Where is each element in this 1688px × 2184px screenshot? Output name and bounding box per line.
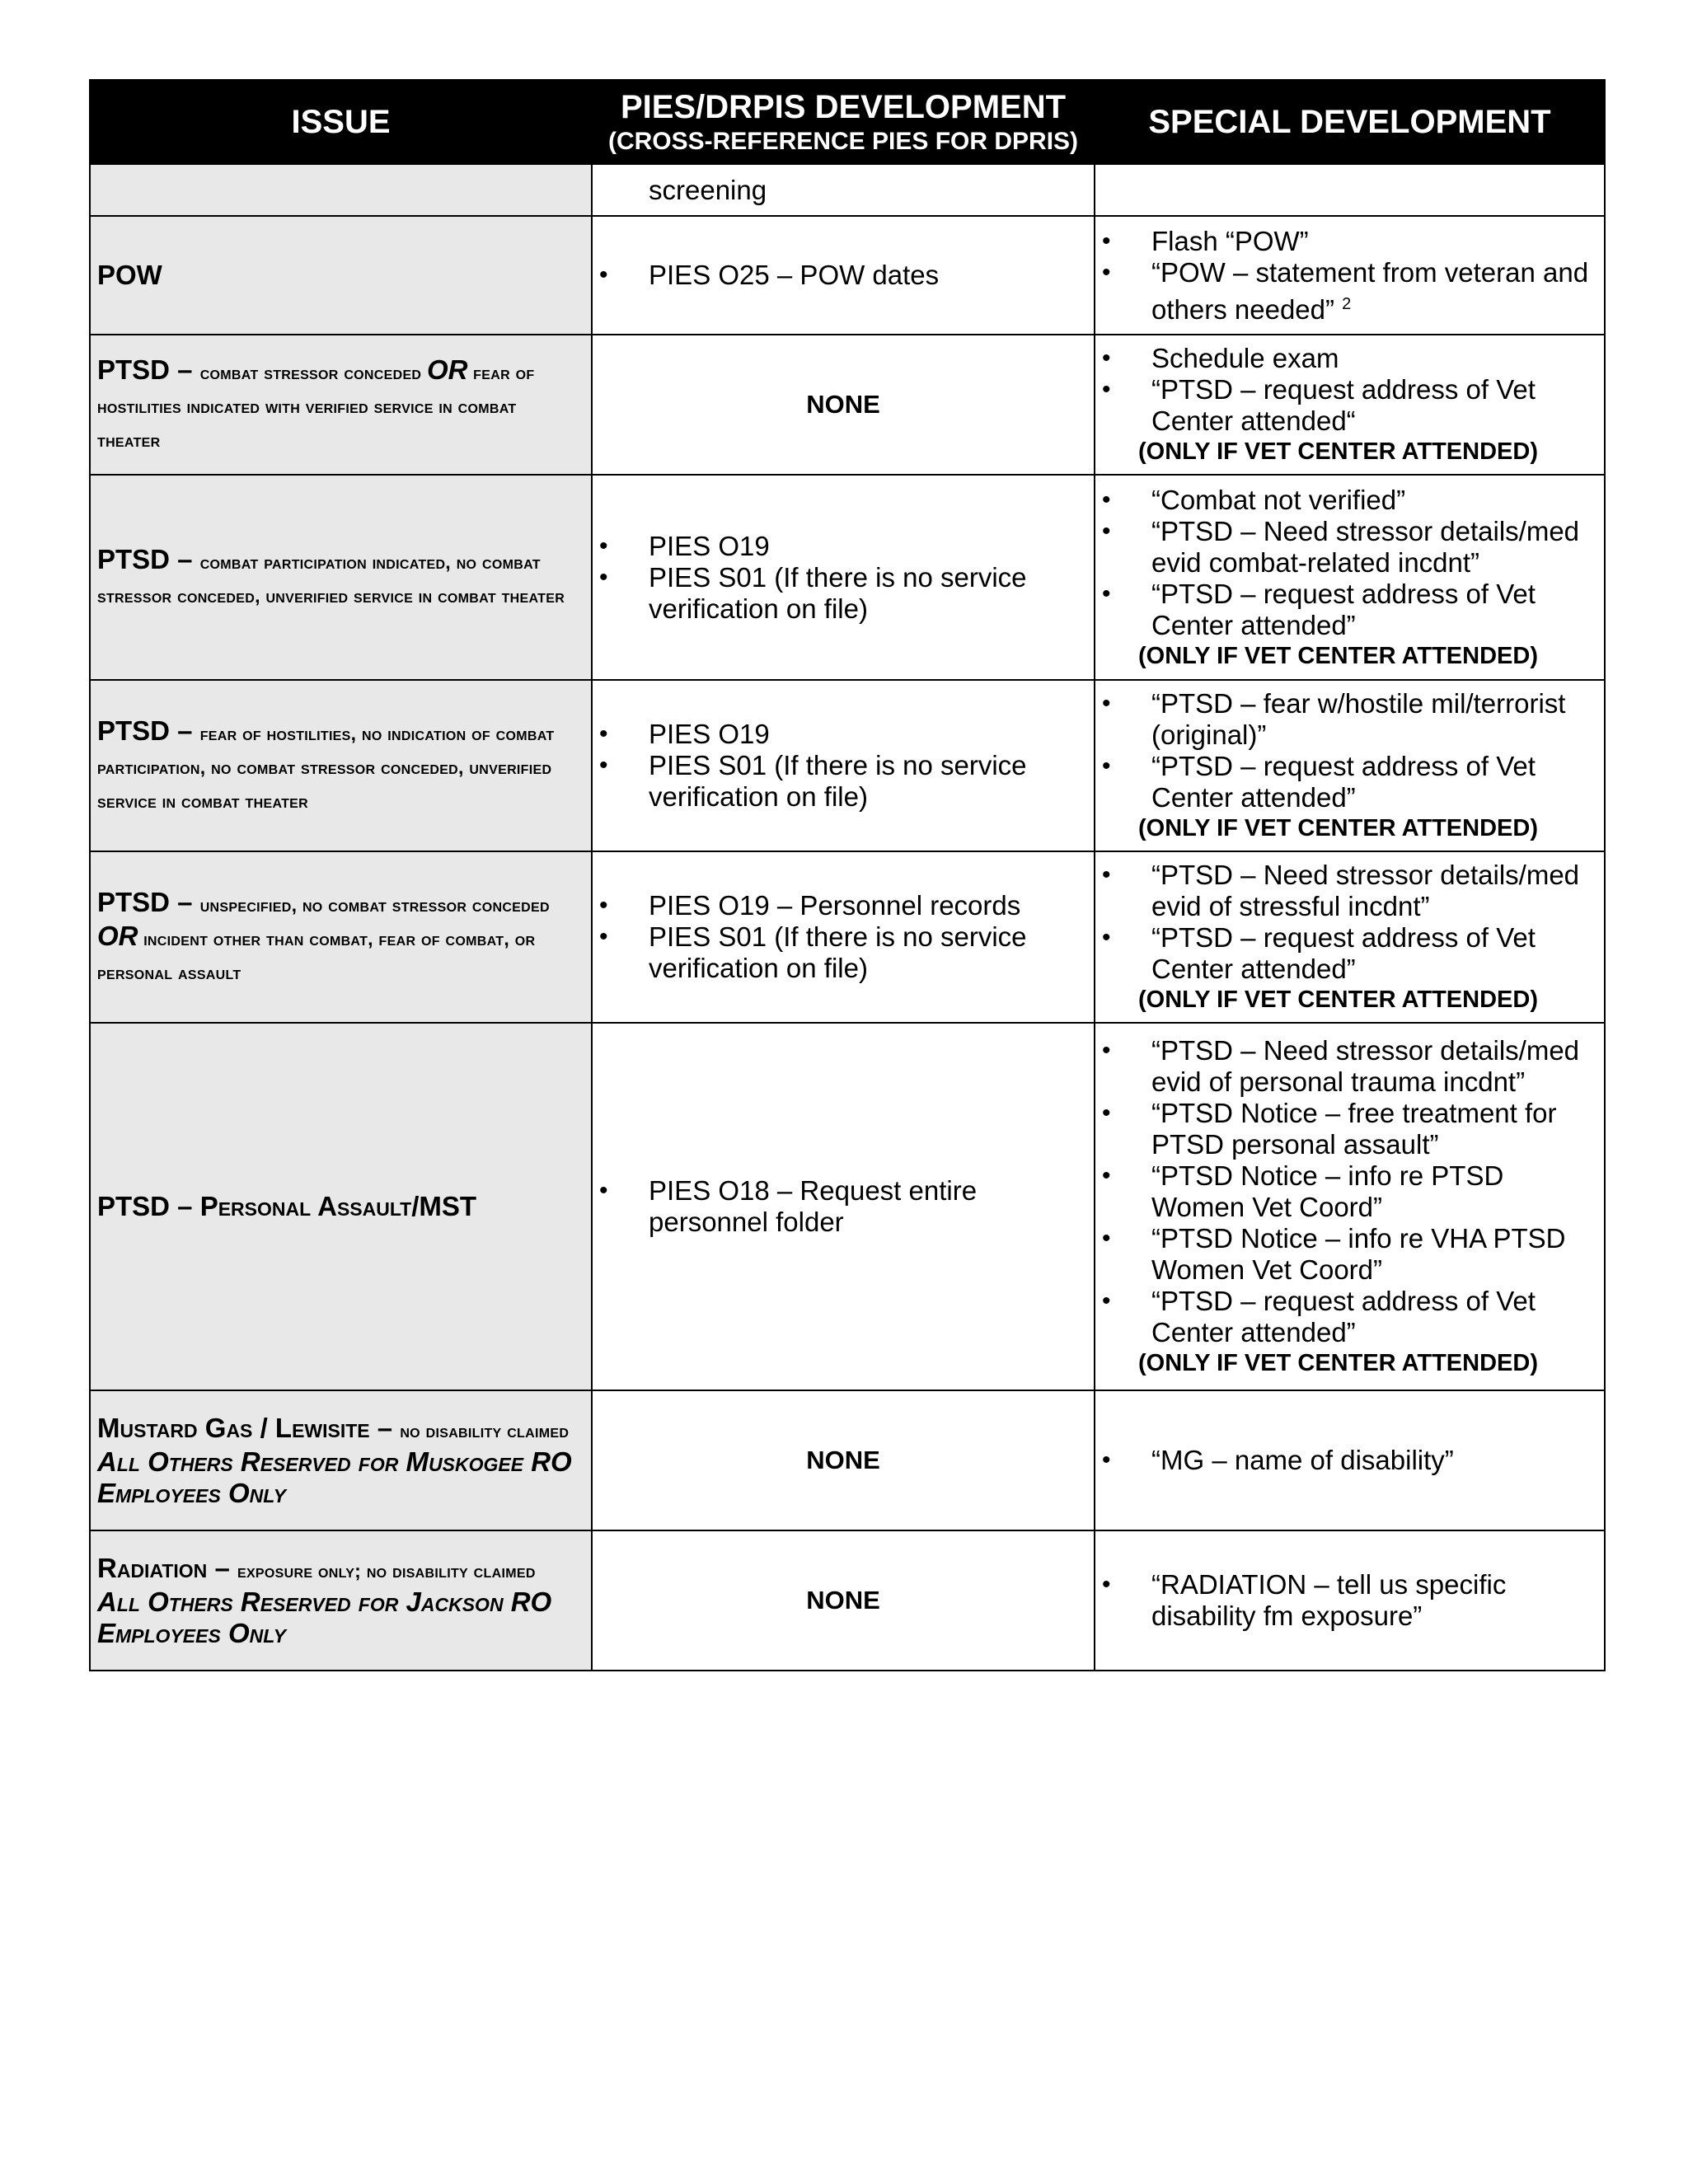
issue-cell: POW bbox=[90, 216, 592, 335]
list-item: • Flash “POW” bbox=[1095, 226, 1604, 257]
list-item: • “PTSD – fear w/hostile mil/terrorist (original)” bbox=[1095, 688, 1604, 751]
list-item: • PIES S01 (If there is no service verification on file) bbox=[593, 921, 1094, 984]
vet-center-note: (ONLY IF VET CENTER ATTENDED) bbox=[1138, 815, 1538, 841]
list-item: • “PTSD Notice – info re VHA PTSD Women Vet Coord” bbox=[1095, 1223, 1604, 1286]
special-cell bbox=[1095, 216, 1605, 335]
list-item: • PIES O18 – Request entire personnel folder bbox=[593, 1175, 1094, 1238]
special-cell bbox=[1095, 335, 1605, 475]
list-item: • “PTSD – Need stressor details/med evid of stressful incdnt” bbox=[1095, 860, 1604, 922]
header-special: SPECIAL DEVELOPMENT bbox=[1095, 80, 1605, 164]
pies-cell bbox=[592, 216, 1095, 335]
issue-cell: Radiation – exposure only; no disability claimed All Others Reserved for Jackson RO Employees Only bbox=[90, 1530, 592, 1671]
header-pies-subtitle: (CROSS-REFERENCE PIES FOR DPRIS) bbox=[607, 127, 1079, 155]
special-cell bbox=[1095, 1530, 1605, 1671]
list-item: • PIES O19 bbox=[593, 719, 1094, 750]
list-item: • “PTSD – request address of Vet Center attended” bbox=[1095, 579, 1604, 641]
special-cell bbox=[1095, 851, 1605, 1023]
pies-cell bbox=[592, 680, 1095, 851]
list-item: • PIES O19 bbox=[593, 531, 1094, 562]
header-pies bbox=[592, 80, 1095, 164]
pies-cell: screening bbox=[592, 164, 1095, 216]
table-row-pow bbox=[90, 216, 1605, 335]
table-row-ptsd-fear-hostilities bbox=[90, 680, 1605, 851]
issue-cell: PTSD – fear of hostilities, no indication of combat participation, no combat stressor conceded, unverified service in combat theater bbox=[90, 680, 592, 851]
table-row-ptsd-combat-conceded bbox=[90, 335, 1605, 475]
list-item: • “PTSD – request address of Vet Center attended” bbox=[1095, 1286, 1604, 1348]
list-item: • PIES S01 (If there is no service verification on file) bbox=[593, 562, 1094, 625]
list-item: • “PTSD – request address of Vet Center attended“ bbox=[1095, 374, 1604, 437]
list-item: • “MG – name of disability” bbox=[1095, 1445, 1604, 1476]
table-row-mustard-gas bbox=[90, 1390, 1605, 1530]
list-item: • “Combat not verified” bbox=[1095, 485, 1604, 516]
footnote-marker: 2 bbox=[1342, 294, 1352, 313]
pies-cell bbox=[592, 475, 1095, 680]
list-item: • “PTSD – Need stressor details/med evid combat-related incdnt” bbox=[1095, 516, 1604, 579]
list-item: • PIES O19 – Personnel records bbox=[593, 890, 1094, 921]
table-row-ptsd-personal-assault bbox=[90, 1023, 1605, 1390]
list-item: • PIES S01 (If there is no service verification on file) bbox=[593, 750, 1094, 813]
pies-cell bbox=[592, 851, 1095, 1023]
special-cell bbox=[1095, 1390, 1605, 1530]
list-item: • “PTSD – Need stressor details/med evid of personal trauma incdnt” bbox=[1095, 1035, 1604, 1098]
issue-cell: PTSD – combat stressor conceded OR fear of hostilities indicated with verified service in combat theater bbox=[90, 335, 592, 475]
issue-cell: PTSD – combat participation indicated, no combat stressor conceded, unverified service in combat theater bbox=[90, 475, 592, 680]
special-cell bbox=[1095, 680, 1605, 851]
table-row-continuation bbox=[90, 164, 1605, 216]
vet-center-note: (ONLY IF VET CENTER ATTENDED) bbox=[1138, 987, 1538, 1013]
vet-center-note: (ONLY IF VET CENTER ATTENDED) bbox=[1138, 642, 1538, 669]
vet-center-note: (ONLY IF VET CENTER ATTENDED) bbox=[1138, 438, 1538, 465]
pies-cell: NONE bbox=[592, 1530, 1095, 1671]
issue-cell: Mustard Gas / Lewisite – no disability claimed All Others Reserved for Muskogee RO Employees Only bbox=[90, 1390, 592, 1530]
special-cell bbox=[1095, 164, 1605, 216]
list-item: • PIES O25 – POW dates bbox=[593, 260, 1094, 291]
table-row-radiation bbox=[90, 1530, 1605, 1671]
list-item: • “PTSD – request address of Vet Center attended” bbox=[1095, 751, 1604, 813]
list-item: • “RADIATION – tell us specific disability fm exposure” bbox=[1095, 1569, 1604, 1632]
issue-cell bbox=[90, 164, 592, 216]
list-item: • “PTSD – request address of Vet Center attended” bbox=[1095, 922, 1604, 985]
pies-cell bbox=[592, 1023, 1095, 1390]
list-item: • “POW – statement from veteran and others needed” $^2$ bbox=[1095, 257, 1604, 326]
header-row bbox=[90, 80, 1605, 164]
issue-cell: PTSD – unspecified, no combat stressor conceded OR incident other than combat, fear of combat, or personal assault bbox=[90, 851, 592, 1023]
header-issue: ISSUE bbox=[90, 80, 592, 164]
issue-cell: PTSD – Personal Assault/MST bbox=[90, 1023, 592, 1390]
special-cell bbox=[1095, 475, 1605, 680]
list-item: • “PTSD Notice – free treatment for PTSD personal assault” bbox=[1095, 1098, 1604, 1160]
special-cell bbox=[1095, 1023, 1605, 1390]
pies-cell: NONE bbox=[592, 1390, 1095, 1530]
list-item: • Schedule exam bbox=[1095, 343, 1604, 374]
table-row-ptsd-unspecified bbox=[90, 851, 1605, 1023]
list-item: • “PTSD Notice – info re PTSD Women Vet Coord” bbox=[1095, 1160, 1604, 1223]
development-table bbox=[89, 79, 1606, 1671]
vet-center-note: (ONLY IF VET CENTER ATTENDED) bbox=[1138, 1350, 1538, 1376]
pies-cell: NONE bbox=[592, 335, 1095, 475]
header-pies-title: PIES/DRPIS DEVELOPMENT bbox=[620, 88, 1067, 125]
table-row-ptsd-combat-participation bbox=[90, 475, 1605, 680]
